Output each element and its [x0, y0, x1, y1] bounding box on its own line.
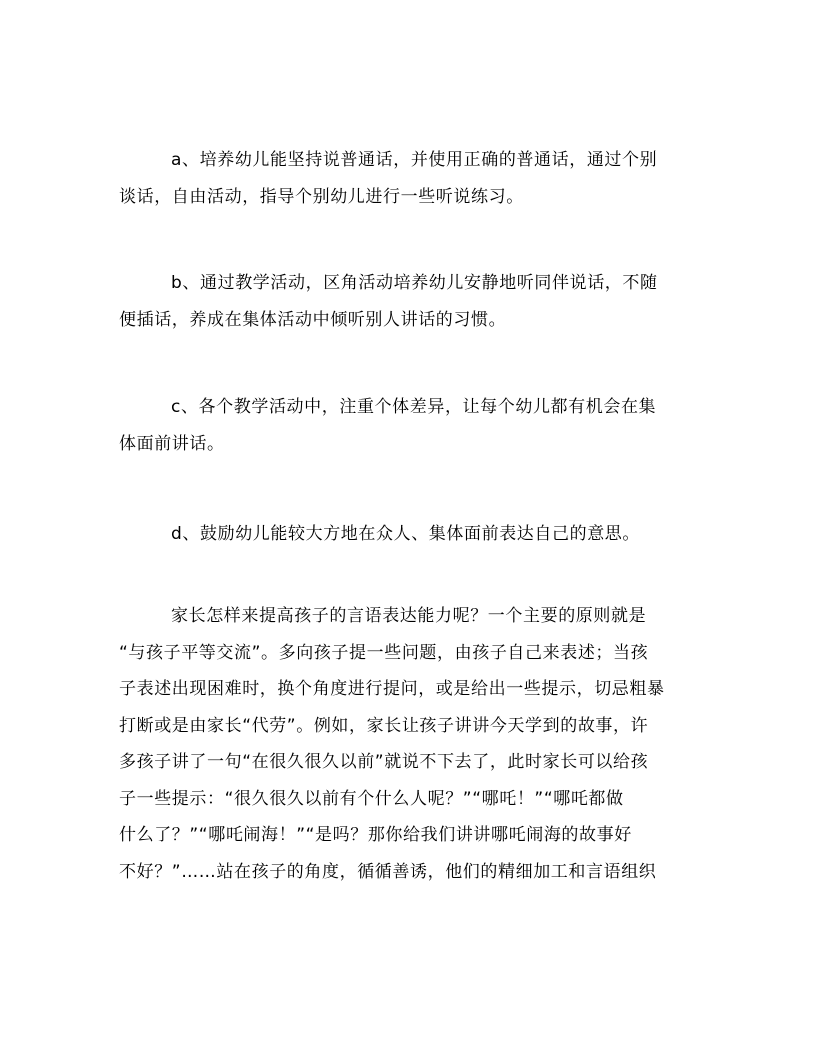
- paragraph-line: c、各个教学活动中，注重个体差异，让每个幼儿都有机会在集: [171, 397, 657, 417]
- paragraph-line: 不好？”……站在孩子的角度，循循善诱，他们的精细加工和言语组织: [119, 861, 657, 882]
- paragraph-line: 谈话，自由活动，指导个别幼儿进行一些听说练习。: [119, 186, 524, 207]
- paragraph-line: 多孩子讲了一句“在很久很久以前”就说不下去了，此时家长可以给孩: [119, 752, 649, 772]
- paragraph-d: [119, 516, 699, 553]
- paragraph-b: [119, 265, 699, 338]
- paragraph-parents: [119, 598, 699, 890]
- paragraph-line: d、鼓励幼儿能较大方地在众人、集体面前表达自己的意思。: [171, 524, 640, 544]
- paragraph-a: [119, 142, 699, 215]
- paragraph-line: 家长怎样来提高孩子的言语表达能力呢？一个主要的原则就是: [171, 606, 647, 626]
- paragraph-line: a、培养幼儿能坚持说普通话，并使用正确的普通话，通过个别: [171, 150, 658, 170]
- paragraph-line: 体面前讲话。: [119, 433, 225, 454]
- paragraph-line: 打断或是由家长“代劳”。例如，家长让孩子讲讲今天学到的故事，许: [119, 715, 649, 736]
- paragraph-line: 便插话，养成在集体活动中倾听别人讲话的习惯。: [119, 309, 507, 330]
- paragraph-line: 什么了？”“哪吒闹海！”“是吗？那你给我们讲讲哪吒闹海的故事好: [119, 825, 632, 845]
- paragraph-line: 子一些提示：“很久很久以前有个什么人呢？”“哪吒！”“哪吒都做: [119, 788, 624, 809]
- paragraph-line: “与孩子平等交流”。多向孩子提一些问题，由孩子自己来表述；当孩: [119, 642, 649, 663]
- paragraph-c: [119, 389, 699, 462]
- paragraph-line: 子表述出现困难时，换个角度进行提问，或是给出一些提示，切忌粗暴: [119, 679, 665, 699]
- paragraph-line: b、通过教学活动，区角活动培养幼儿安静地听同伴说话，不随: [171, 273, 658, 293]
